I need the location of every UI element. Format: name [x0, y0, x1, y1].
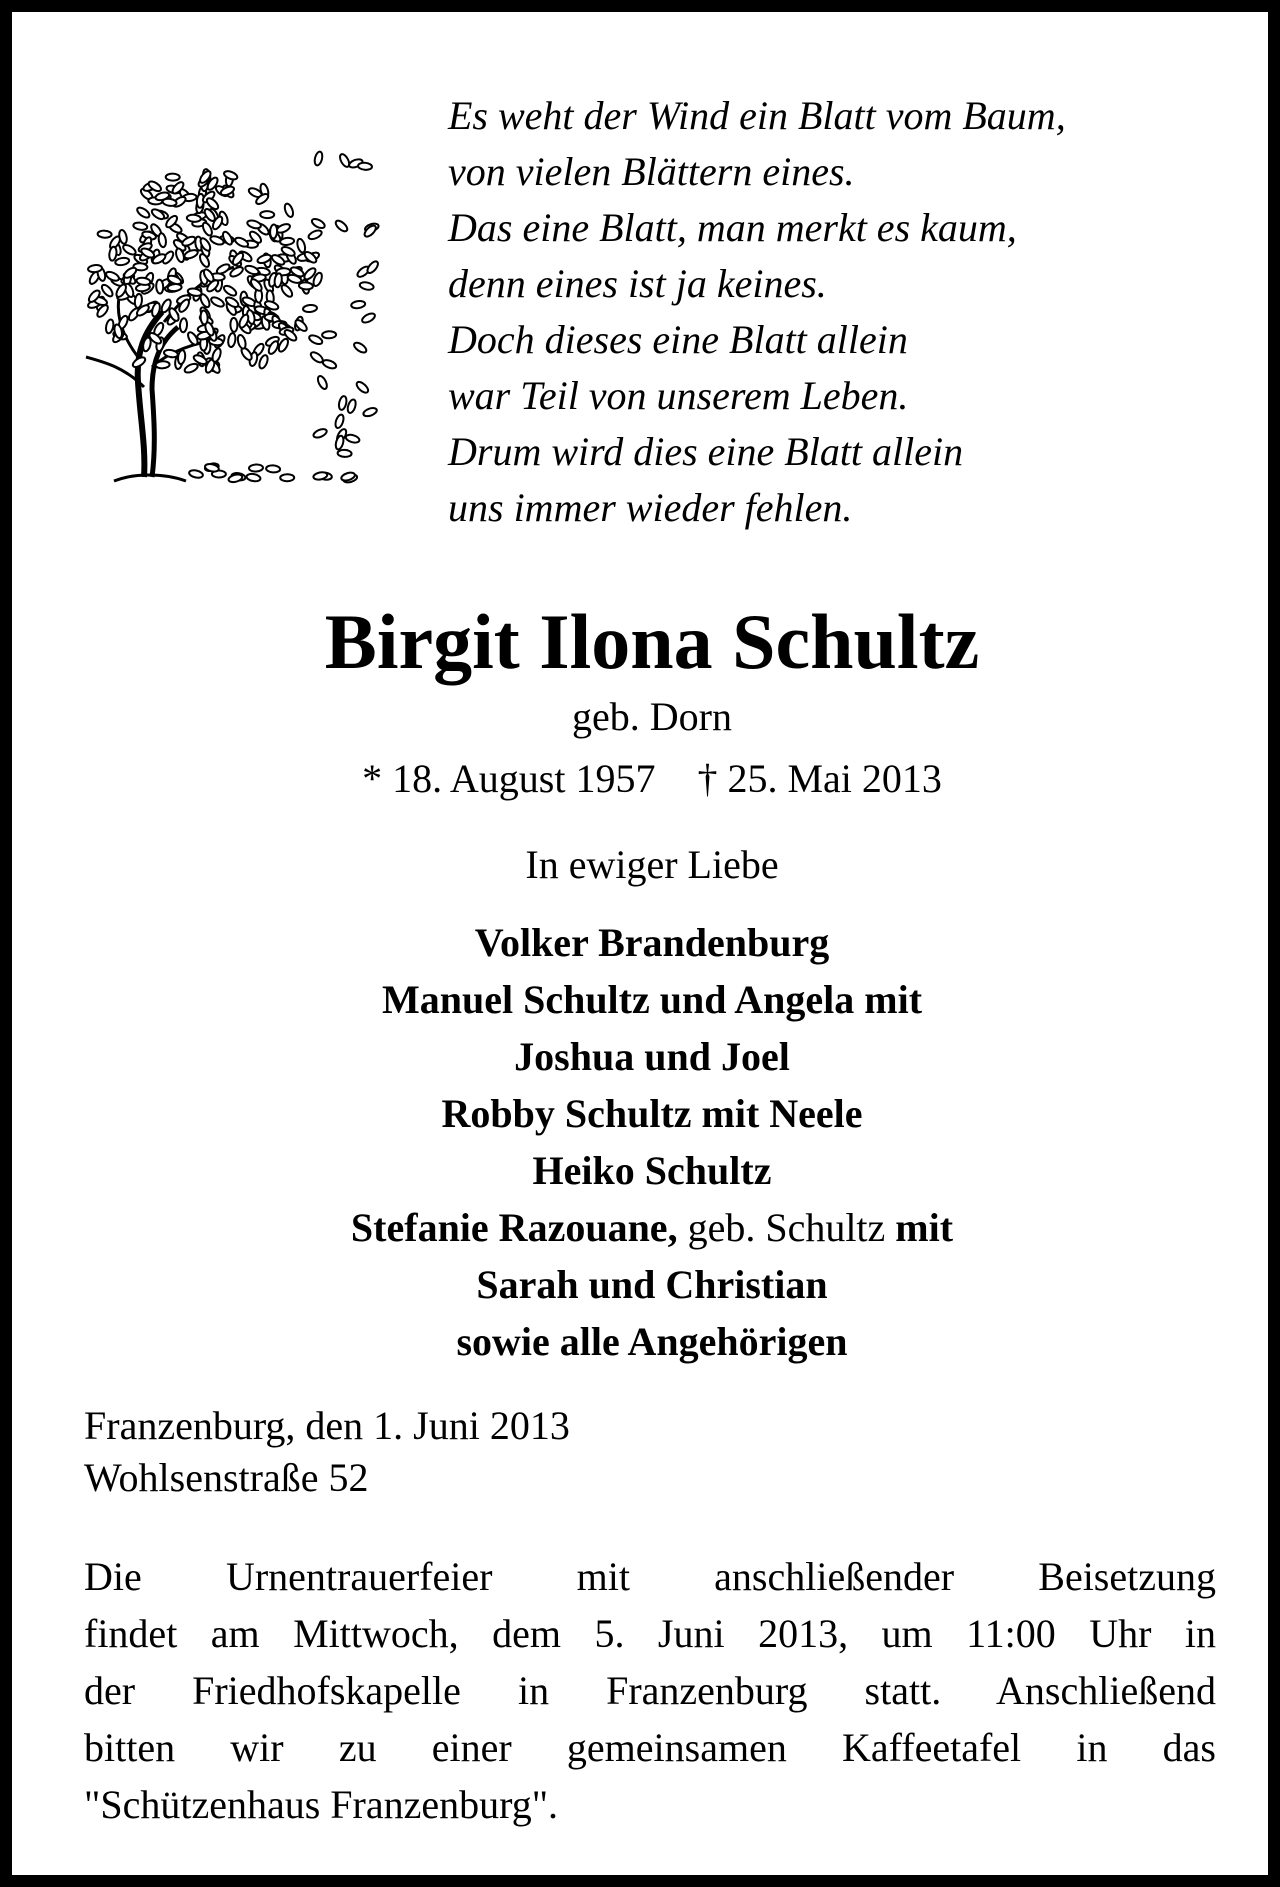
life-dates — [24, 754, 1280, 804]
poem-line: denn eines ist ja keines. — [448, 261, 827, 306]
poem-line: uns immer wieder fehlen. — [448, 485, 853, 530]
mourner-line: Joshua und Joel — [514, 1034, 790, 1079]
poem-line: Drum wird dies eine Blatt allein — [448, 429, 964, 474]
poem-line: von vielen Blättern eines. — [448, 149, 855, 194]
windblown-tree-icon — [74, 127, 384, 487]
mourners-list — [24, 914, 1280, 1370]
death-date: † 25. Mai 2013 — [697, 756, 942, 801]
place-and-address — [84, 1400, 570, 1504]
poem-line: Doch dieses eine Blatt allein — [448, 317, 908, 362]
mourner-line — [24, 1199, 1280, 1256]
place-date: Franzenburg, den 1. Juni 2013 — [84, 1403, 570, 1448]
notice-line: "Schützenhaus Franzenburg". — [84, 1782, 559, 1827]
poem — [448, 88, 1066, 536]
address: Wohlsenstraße 52 — [84, 1455, 369, 1500]
poem-line: Das eine Blatt, man merkt es kaum, — [448, 205, 1017, 250]
mourner-line: Robby Schultz mit Neele — [441, 1091, 863, 1136]
mourner-line: Sarah und Christian — [476, 1262, 828, 1307]
notice-line: Die Urnentrauerfeier mit anschließender Beisetzung — [84, 1554, 1216, 1599]
funeral-notice — [84, 1548, 1216, 1833]
mourner-with: mit — [895, 1205, 954, 1250]
poem-line: Es weht der Wind ein Blatt vom Baum, — [448, 93, 1066, 138]
mourner-line: Manuel Schultz und Angela mit — [381, 977, 923, 1022]
dedication: In ewiger Liebe — [525, 842, 779, 887]
poem-line: war Teil von unserem Leben. — [448, 373, 909, 418]
mourner-line: sowie alle Angehörigen — [456, 1319, 848, 1364]
mourner-born-name: geb. Schultz — [677, 1205, 896, 1250]
born-name: geb. Dorn — [572, 694, 732, 739]
mourner-line: Heiko Schultz — [532, 1148, 772, 1193]
notice-line: bitten wir zu einer gemeinsamen Kaffeetafel in das — [84, 1725, 1216, 1770]
mourner-line: Volker Brandenburg — [474, 920, 830, 965]
mourner-name: Stefanie Razouane, — [350, 1205, 678, 1250]
notice-line: der Friedhofskapelle in Franzenburg statt. Anschließend — [84, 1668, 1216, 1713]
notice-line: findet am Mittwoch, dem 5. Juni 2013, um 11:00 Uhr in — [84, 1611, 1216, 1656]
birth-date: * 18. August 1957 — [362, 756, 656, 801]
deceased-name: Birgit Ilona Schultz — [324, 598, 980, 685]
